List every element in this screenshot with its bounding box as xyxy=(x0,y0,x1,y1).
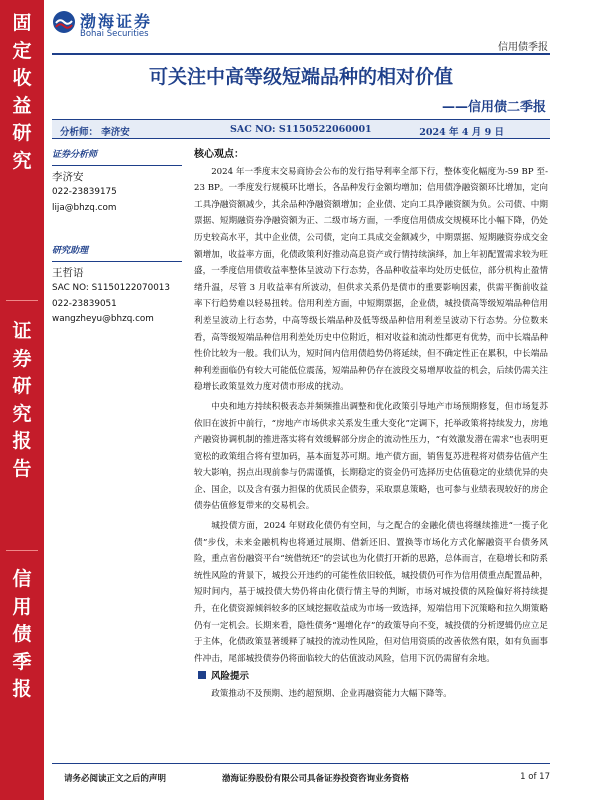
page-number: 1 of 17 xyxy=(520,772,550,782)
company-logo xyxy=(52,8,172,42)
footer-disclaimer: 请务必阅读正文之后的声明 xyxy=(64,774,167,784)
meta-analyst: 分析师： 李济安 xyxy=(60,127,130,138)
side-char: 究 xyxy=(12,402,32,425)
assistant-contact xyxy=(52,244,182,328)
side-char: 固 xyxy=(12,12,32,34)
meta-sac-number: SAC NO: S1150522060001 xyxy=(230,124,372,135)
paragraph-overview: 2024 年一季度末交易商协会公布的发行指导利率全部下行，整体变化幅度为-59 BP 至-23 BP。一季度发行规模环比增长，各品种发行金额均增加；信用债净融资额环比增加，定向工具净融资额减少，其余品种净融资额增加；企业债、定向工具净融资额为负。公司债、中期票据、短期融资券净融资额为正、二级市场方面，一季度信用债成交规模环比小幅下降，仍处历史较高水平，其中企业债，公司债，定向工具成交金额减少，中期票据、短期融资券成交金额增加，收益率方面，化债政策利好推动高息资产或行情持续演绎，加上年初配置需求较为旺盛，一季度信用债收益率整体呈波动下行态势，各品种收益率均处历史低位，部分机构止盈情绪升温，尽管 3 月收益率有所波动，但供求关系仍是债市的重要影响因素，供需平衡前收益率下行趋势难以轻易扭转。信用利差方面，中短期票据，企业债，城投债高等级短端品种信用利差呈波动上行态势，中高等级长端品种及低等级品种信用利差呈波动下行态势。分位数来看，高等级短端品种信用利差处历史中位附近，相对收益和流动性都更有优势，而中长端品种性价比较为一般。我们认为，短时间内信用债趋势仍将延续，但不确定性正在累积，中长端品种利差面临仍有较大可能低位震荡，短端品种仍存在波段交易增厚收益的机会，后续仍需关注稳增长政策显效力度对债市形成的扰动。 xyxy=(194,166,548,393)
side-char: 研 xyxy=(12,122,32,144)
side-char: 报 xyxy=(12,430,32,452)
side-char: 券 xyxy=(12,347,32,370)
bullet-square-icon xyxy=(198,671,206,679)
page-footer xyxy=(52,768,550,786)
side-char: 用 xyxy=(12,595,32,618)
side-char: 益 xyxy=(12,94,32,117)
side-label-report xyxy=(0,318,44,483)
document-type: 信用债季报 xyxy=(498,42,548,53)
side-label-fixed-income xyxy=(0,10,44,175)
meta-bar xyxy=(52,119,550,139)
assistant-phone: 022-23839051 xyxy=(52,298,117,309)
side-banner xyxy=(0,0,44,800)
risk-section xyxy=(194,669,548,702)
report-title: 可关注中高等级短端品种的相对价值 xyxy=(148,66,453,88)
assistant-email[interactable]: wangzheyu@bhzq.com xyxy=(52,314,154,324)
analyst-email[interactable]: lija@bhzq.com xyxy=(52,202,117,213)
side-char: 债 xyxy=(12,623,32,645)
risk-text: 政策推动不及预期、违约超预期、企业再融资能力大幅下降等。 xyxy=(211,689,452,699)
logo-text-en: Bohai Securities xyxy=(80,29,149,39)
side-char: 定 xyxy=(12,39,32,62)
side-char: 信 xyxy=(12,568,32,590)
side-char: 报 xyxy=(12,678,32,700)
footer-company: 渤海证券股份有限公司具备证券投资咨询业务资格 xyxy=(222,774,410,784)
contacts-column xyxy=(52,148,182,344)
analyst-phone: 022-23839175 xyxy=(52,187,117,197)
paragraph-real-estate: 中央和地方持续积极表态并频频推出调整和优化政策引导地产市场预期修复，但市场复苏依旧在波折中前行，“房地产市场供求关系发生重大变化”定调下，托举政策将持续发力，房地产融资协调机制的推进落实将有效缓解部分房企的流动性压力，“有效激发潜在需求”也表明更宽松的政策组合将有望加码，基本面复苏可期。地产债方面，销售复苏进程将对债券估值产生较大影响，拐点出现前参与仍需谨慎，长期稳定的资金仍可选择历史估值稳定的业绩优异的央企、国企，以及含有强力担保的优质民企债券，采取票息策略，也可参与业绩表现较好的房企债券估值修复带来的交易机会。 xyxy=(194,401,548,512)
report-subtitle: ——信用债二季报 xyxy=(441,100,546,115)
main-content xyxy=(194,147,548,756)
analyst-name: 李济安 xyxy=(52,170,84,183)
assistant-name: 王哲语 xyxy=(52,266,84,279)
analyst-heading: 证券分析师 xyxy=(52,148,182,166)
key-points-heading: 核心观点： xyxy=(194,149,244,160)
bohai-logo-icon xyxy=(52,10,76,34)
header-rule xyxy=(52,53,550,55)
side-divider xyxy=(6,300,38,301)
side-char: 告 xyxy=(12,457,32,480)
side-char: 收 xyxy=(12,67,32,89)
paragraph-urban-investment: 城投债方面，2024 年财政化债仍有空间，与之配合的金融化债也将继续推进“一揽子化债”步伐，未来金融机构也将通过展期、借新还旧、置换等市场化方式化解融资平台债务风险，重点省份融资平台“统借统还”的尝试也为化债打开新的思路，总体而言，在稳增长和防系统性风险的背景下，城投公开违约的可能性依旧较低，城投债仍可作为信用债重点配置品种，短时间内，基于城投债大势仍将由化债行情主导的判断，市场对城投债的风险偏好将持续提升，在化债资源倾斜较多的区域挖掘收益成为市场一致选择，短端信用下沉策略和拉久期策略仍有一定机会。长期来看，隐性债务“遏增化存”的政策导向不变，城投债的分析逻辑仍应立足于主体，化债政策显著缓释了城投的流动性风险，但对信用资质的改善依然有限，如有负面事件冲击，尾部城投债券仍将面临较大的估值波动风险，信用下沉仍需留有余地。 xyxy=(194,521,548,664)
analyst-contact xyxy=(52,148,182,216)
side-divider xyxy=(6,550,38,551)
side-char: 究 xyxy=(12,149,32,172)
risk-heading xyxy=(194,669,548,686)
footer-rule xyxy=(52,763,550,764)
logo-text-cn: 渤海证券 xyxy=(80,12,153,31)
side-char: 季 xyxy=(12,650,32,673)
meta-date: 2024 年 4 月 9 日 xyxy=(419,127,504,138)
assistant-sac: SAC NO: S1150122070013 xyxy=(52,283,171,293)
side-label-doc-type xyxy=(0,566,44,704)
side-char: 研 xyxy=(12,375,32,397)
risk-heading-text: 风险提示 xyxy=(211,671,250,683)
side-char: 证 xyxy=(12,320,32,342)
assistant-heading: 研究助理 xyxy=(52,244,182,262)
